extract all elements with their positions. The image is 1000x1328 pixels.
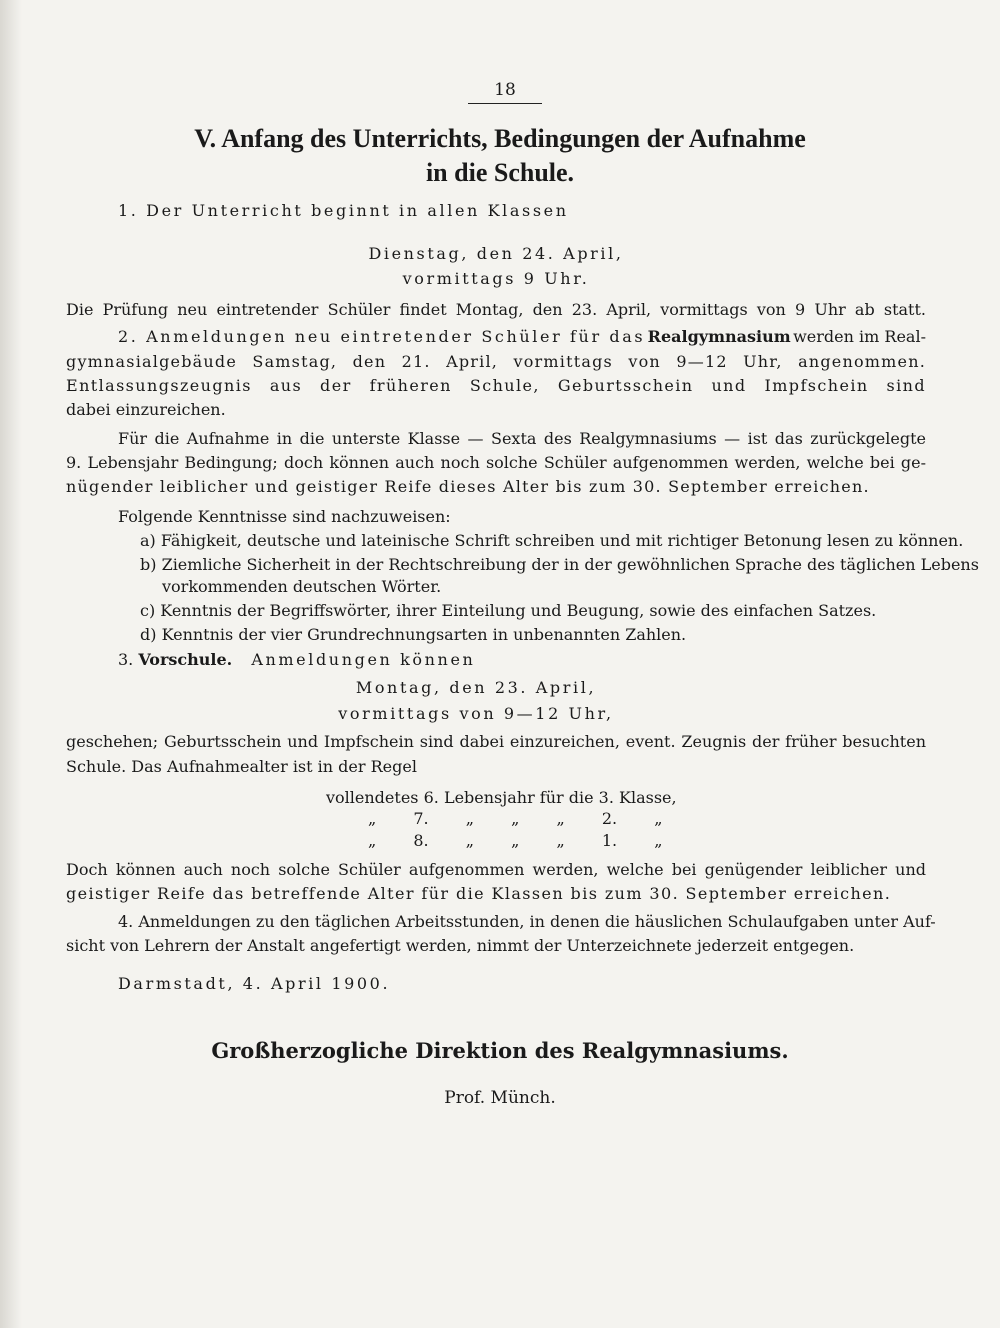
- para2-line1-pre: 2. Anmeldungen neu eintretender Schüler für das: [118, 327, 646, 346]
- para3-line1: Für die Aufnahme in die unterste Klasse — Sexta des Realgymnasiums — ist das zurückgelegte: [118, 429, 926, 448]
- para1-date: Dienstag, den 24. April,: [368, 244, 624, 263]
- section-title-line-2: in die Schule.: [425, 158, 575, 187]
- requirement-a: a) Fähigkeit, deutsche und lateinische Schrift schreiben und mit richtiger Betonung lesen zu können.: [140, 531, 964, 550]
- requirement-d: d) Kenntnis der vier Grundrechnungsarten in unbenannten Zahlen.: [140, 625, 687, 644]
- para2-line4: dabei einzureichen.: [66, 400, 226, 419]
- para4-age-row-1: vollendetes 6. Lebensjahr für die 3. Klasse,: [326, 788, 677, 807]
- page-number: 18: [494, 80, 516, 100]
- para4-line5: Schule. Das Aufnahmealter ist in der Regel: [66, 757, 417, 776]
- para1-time: vormittags 9 Uhr.: [402, 269, 590, 288]
- signature-institution: Großherzogliche Direktion des Realgymnasiums.: [211, 1038, 789, 1063]
- page-number-rule: [468, 103, 542, 104]
- para1-line1: 1. Der Unterricht beginnt in allen Klassen: [118, 201, 569, 220]
- para4-line1-post: Anmeldungen können: [251, 650, 476, 669]
- para4-age-row-3: „ 8. „ „ „ 1. „: [368, 831, 663, 850]
- para2-line1-post: werden im Real-: [793, 327, 926, 346]
- para2-line1: [118, 326, 926, 348]
- para4-age-row-2: „ 7. „ „ „ 2. „: [368, 809, 663, 828]
- para1-exam: Die Prüfung neu eintretender Schüler findet Montag, den 23. April, vormittags von 9 Uhr ab statt.: [66, 300, 926, 319]
- para4-line9: Doch können auch noch solche Schüler aufgenommen werden, welche bei genügender leiblicher und: [66, 860, 926, 879]
- para2-line2: gymnasialgebäude Samstag, den 21. April, vormittags von 9—12 Uhr, angenommen.: [66, 352, 926, 371]
- section-title-line-1: V. Anfang des Unterrichts, Bedingungen der Aufnahme: [194, 124, 806, 153]
- para4-heading: Vorschule.: [138, 650, 233, 669]
- requirement-b-line1: b) Ziemliche Sicherheit in der Rechtschreibung der in der gewöhnlichen Sprache des täglichen Lebens: [140, 555, 979, 574]
- para4-time: vormittags von 9—12 Uhr,: [338, 704, 614, 723]
- para5-line2: sicht von Lehrern der Anstalt angefertigt werden, nimmt der Unterzeichnete jederzeit entgegen.: [66, 936, 855, 955]
- para4-line1: [118, 649, 475, 671]
- para4-line4: geschehen; Geburtsschein und Impfschein sind dabei einzureichen, event. Zeugnis der früher besuchten: [66, 732, 926, 751]
- para3-line2: 9. Lebensjahr Bedingung; doch können auch noch solche Schüler aufgenommen werden, welche bei ge-: [66, 453, 926, 472]
- requirement-b-line2: vorkommenden deutschen Wörter.: [162, 577, 442, 596]
- requirement-c: c) Kenntnis der Begriffswörter, ihrer Einteilung und Beugung, sowie des einfachen Satzes.: [140, 601, 877, 620]
- signature-name: Prof. Münch.: [444, 1088, 556, 1108]
- para3-line3: nügender leiblicher und geistiger Reife dieses Alter bis zum 30. September erreichen.: [66, 477, 870, 496]
- section-title: [100, 122, 900, 190]
- page-edge-shadow: [0, 0, 22, 1328]
- para4-number: 3.: [118, 650, 134, 669]
- para4-date: Montag, den 23. April,: [355, 678, 597, 697]
- para2-line3: Entlassungszeugnis aus der früheren Schule, Geburtsschein und Impfschein sind: [66, 376, 926, 395]
- para2-line1-bold: Realgymnasium: [647, 327, 791, 346]
- requirements-intro: Folgende Kenntnisse sind nachzuweisen:: [118, 507, 451, 526]
- para4-line10: geistiger Reife das betreffende Alter für die Klassen bis zum 30. September erreichen.: [66, 884, 892, 903]
- para5-line1: 4. Anmeldungen zu den täglichen Arbeitsstunden, in denen die häuslichen Schulaufgaben unter Auf-: [118, 912, 936, 931]
- dateline: Darmstadt, 4. April 1900.: [118, 974, 391, 993]
